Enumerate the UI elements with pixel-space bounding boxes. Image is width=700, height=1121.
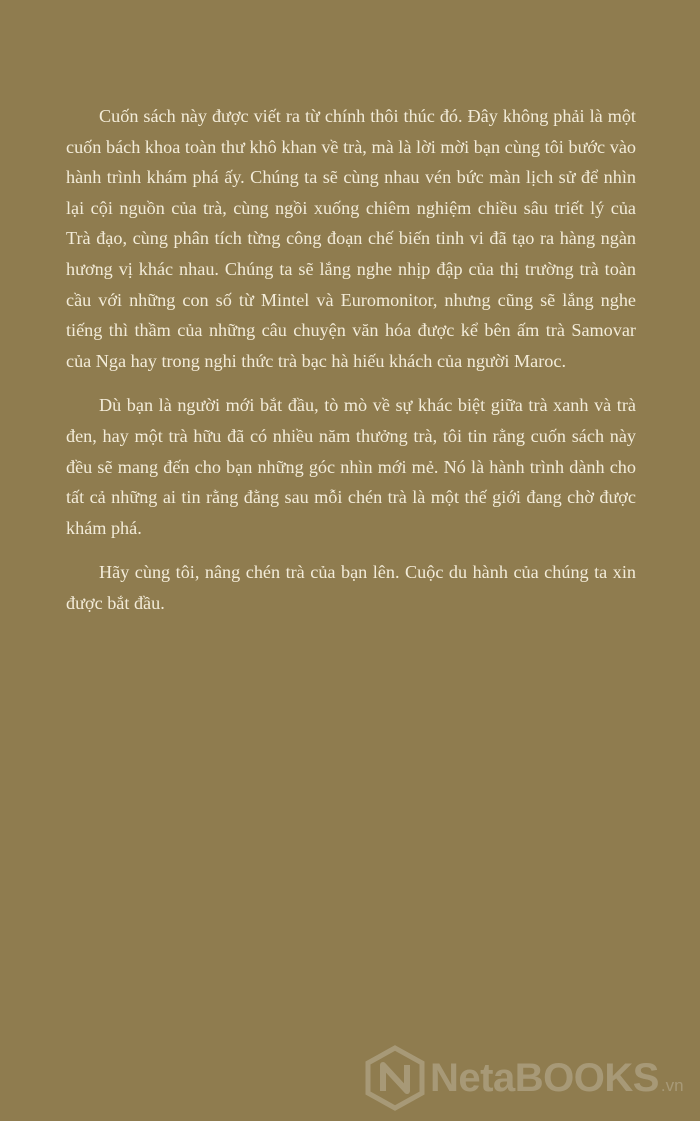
paragraph-1: Cuốn sách này được viết ra từ chính thôi thúc đó. Đây không phải là một cuốn bách khoa toàn thư khô khan về trà, mà là lời mời bạn cùng tôi bước vào hành trình khám phá ấy. Chúng ta sẽ cùng nhau vén bức màn lịch sử để nhìn lại cội nguồn của trà, cùng ngồi xuống chiêm nghiệm chiều sâu triết lý của Trà đạo, cùng phân tích từng công đoạn chế biến tinh vi đã tạo ra hàng ngàn hương vị khác nhau. Chúng ta sẽ lắng nghe nhịp đập của thị trường trà toàn cầu với những con số từ Mintel và Euromonitor, nhưng cũng sẽ lắng nghe tiếng thì thầm của những câu chuyện văn hóa được kể bên ấm trà Samovar của Nga hay trong nghi thức trà bạc hà hiếu khách của người Maroc. (66, 106, 636, 371)
paragraph-2: Dù bạn là người mới bắt đầu, tò mò về sự khác biệt giữa trà xanh và trà đen, hay một trà hữu đã có nhiều năm thưởng trà, tôi tin rằng cuốn sách này đều sẽ mang đến cho bạn những góc nhìn mới mẻ. Nó là hành trình dành cho tất cả những ai tin rằng đằng sau mỗi chén trà là một thế giới đang chờ được khám phá. (66, 395, 636, 538)
watermark-suffix: .vn (660, 1076, 684, 1095)
watermark-brand: NetaBOOKS (430, 1055, 659, 1100)
watermark (364, 1045, 684, 1111)
paragraph-3: Hãy cùng tôi, nâng chén trà của bạn lên. Cuộc du hành của chúng ta xin được bắt đầu. (66, 562, 636, 613)
netabooks-logo-icon (364, 1045, 426, 1111)
body-text (66, 101, 636, 633)
